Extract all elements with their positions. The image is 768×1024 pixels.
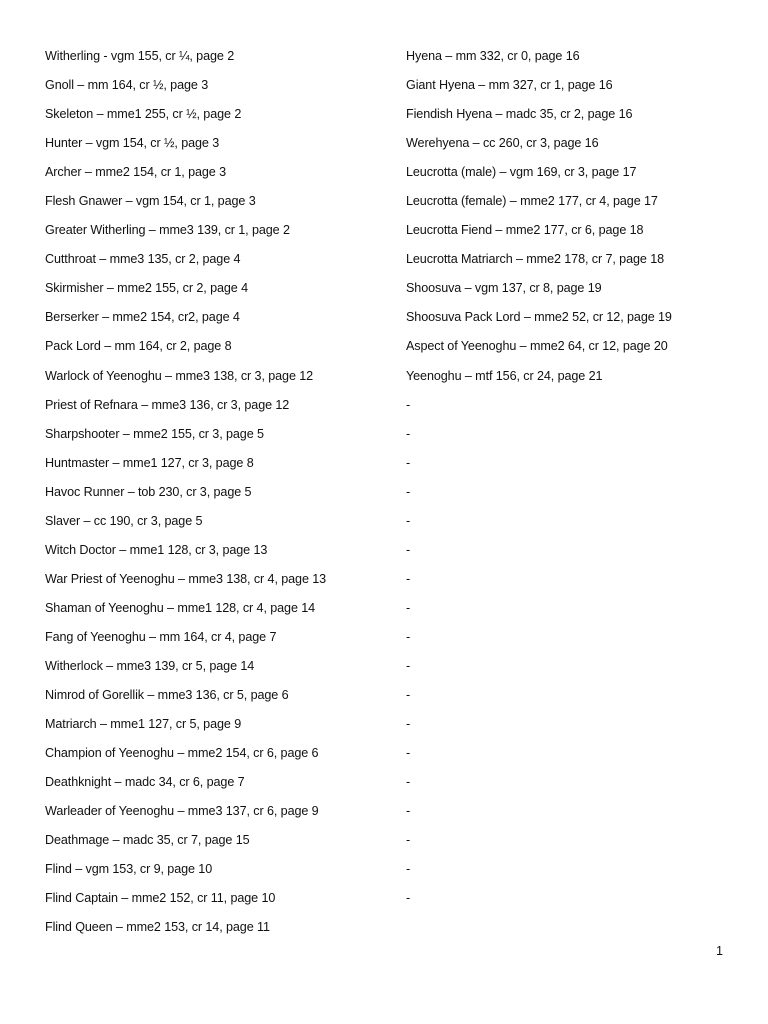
monster-entry: Archer – mme2 154, cr 1, page 3 bbox=[45, 165, 227, 180]
monster-entry: Leucrotta Fiend – mme2 177, cr 6, page 18 bbox=[406, 223, 644, 238]
monster-entry: Skeleton – mme1 255, cr ½, page 2 bbox=[45, 107, 242, 122]
monster-entry: - bbox=[406, 629, 411, 644]
monster-entry: - bbox=[406, 455, 411, 470]
monster-entry: Priest of Refnara – mme3 136, cr 3, page 12 bbox=[45, 397, 290, 412]
monster-entry: Yeenoghu – mtf 156, cr 24, page 21 bbox=[406, 368, 603, 383]
page-number: 1 bbox=[715, 944, 723, 958]
monster-entry: Werehyena – cc 260, cr 3, page 16 bbox=[406, 136, 599, 151]
monster-entry: - bbox=[406, 891, 411, 906]
monster-entry: Shaman of Yeenoghu – mme1 128, cr 4, page 14 bbox=[45, 600, 316, 615]
monster-entry: - bbox=[406, 571, 411, 586]
monster-entry: - bbox=[406, 397, 411, 412]
monster-entry: - bbox=[406, 484, 411, 499]
monster-entry: Shoosuva Pack Lord – mme2 52, cr 12, page 19 bbox=[406, 310, 672, 325]
monster-entry: - bbox=[406, 542, 411, 557]
monster-entry: Deathmage – madc 35, cr 7, page 15 bbox=[45, 833, 250, 848]
monster-entry: Matriarch – mme1 127, cr 5, page 9 bbox=[45, 717, 242, 732]
monster-entry: Flind Queen – mme2 153, cr 14, page 11 bbox=[45, 920, 270, 935]
monster-entry: - bbox=[406, 746, 411, 761]
monster-entry: - bbox=[406, 775, 411, 790]
monster-entry: Skirmisher – mme2 155, cr 2, page 4 bbox=[45, 281, 248, 296]
monster-entry: War Priest of Yeenoghu – mme3 138, cr 4, page 13 bbox=[45, 571, 327, 586]
monster-entry: Leucrotta Matriarch – mme2 178, cr 7, page 18 bbox=[406, 252, 665, 267]
monster-entry: Leucrotta (male) – vgm 169, cr 3, page 17 bbox=[406, 165, 637, 180]
monster-entry: Warlock of Yeenoghu – mme3 138, cr 3, page 12 bbox=[45, 368, 314, 383]
left-column-list bbox=[45, 44, 385, 944]
monster-entry: Flind Captain – mme2 152, cr 11, page 10 bbox=[45, 891, 276, 906]
monster-entry: - bbox=[406, 833, 411, 848]
monster-entry: Giant Hyena – mm 327, cr 1, page 16 bbox=[406, 78, 613, 93]
monster-entry: Fiendish Hyena – madc 35, cr 2, page 16 bbox=[406, 107, 633, 122]
monster-entry: Hunter – vgm 154, cr ½, page 3 bbox=[45, 136, 220, 151]
monster-entry: Pack Lord – mm 164, cr 2, page 8 bbox=[45, 339, 232, 354]
monster-entry: Champion of Yeenoghu – mme2 154, cr 6, page 6 bbox=[45, 746, 319, 761]
monster-entry: Witherlock – mme3 139, cr 5, page 14 bbox=[45, 658, 255, 673]
monster-entry: - bbox=[406, 513, 411, 528]
monster-entry: Berserker – mme2 154, cr2, page 4 bbox=[45, 310, 240, 325]
monster-entry: Flind – vgm 153, cr 9, page 10 bbox=[45, 862, 213, 877]
monster-entry: Leucrotta (female) – mme2 177, cr 4, page 17 bbox=[406, 194, 658, 209]
monster-entry: - bbox=[406, 804, 411, 819]
monster-entry: Flesh Gnawer – vgm 154, cr 1, page 3 bbox=[45, 194, 256, 209]
monster-entry: Cutthroat – mme3 135, cr 2, page 4 bbox=[45, 252, 241, 267]
monster-entry: - bbox=[406, 862, 411, 877]
monster-entry: Aspect of Yeenoghu – mme2 64, cr 12, page 20 bbox=[406, 339, 668, 354]
monster-entry: Slaver – cc 190, cr 3, page 5 bbox=[45, 513, 203, 528]
monster-entry: - bbox=[406, 688, 411, 703]
monster-entry: Sharpshooter – mme2 155, cr 3, page 5 bbox=[45, 426, 264, 441]
monster-entry: Greater Witherling – mme3 139, cr 1, page 2 bbox=[45, 223, 290, 238]
monster-entry: Nimrod of Gorellik – mme3 136, cr 5, page 6 bbox=[45, 688, 289, 703]
monster-entry: - bbox=[406, 717, 411, 732]
monster-entry: Fang of Yeenoghu – mm 164, cr 4, page 7 bbox=[45, 629, 277, 644]
right-column-list bbox=[406, 44, 746, 915]
monster-entry: Hyena – mm 332, cr 0, page 16 bbox=[406, 49, 580, 63]
monster-entry: Warleader of Yeenoghu – mme3 137, cr 6, page 9 bbox=[45, 804, 319, 819]
monster-entry: - bbox=[406, 658, 411, 673]
monster-entry: - bbox=[406, 600, 411, 615]
monster-entry: Havoc Runner – tob 230, cr 3, page 5 bbox=[45, 484, 252, 499]
monster-entry: - bbox=[406, 426, 411, 441]
monster-entry: Shoosuva – vgm 137, cr 8, page 19 bbox=[406, 281, 602, 296]
monster-entry: Gnoll – mm 164, cr ½, page 3 bbox=[45, 78, 209, 93]
monster-entry: Witch Doctor – mme1 128, cr 3, page 13 bbox=[45, 542, 268, 557]
monster-entry: Deathknight – madc 34, cr 6, page 7 bbox=[45, 775, 245, 790]
monster-entry: Witherling - vgm 155, cr ¼, page 2 bbox=[45, 49, 235, 63]
monster-entry: Huntmaster – mme1 127, cr 3, page 8 bbox=[45, 455, 254, 470]
